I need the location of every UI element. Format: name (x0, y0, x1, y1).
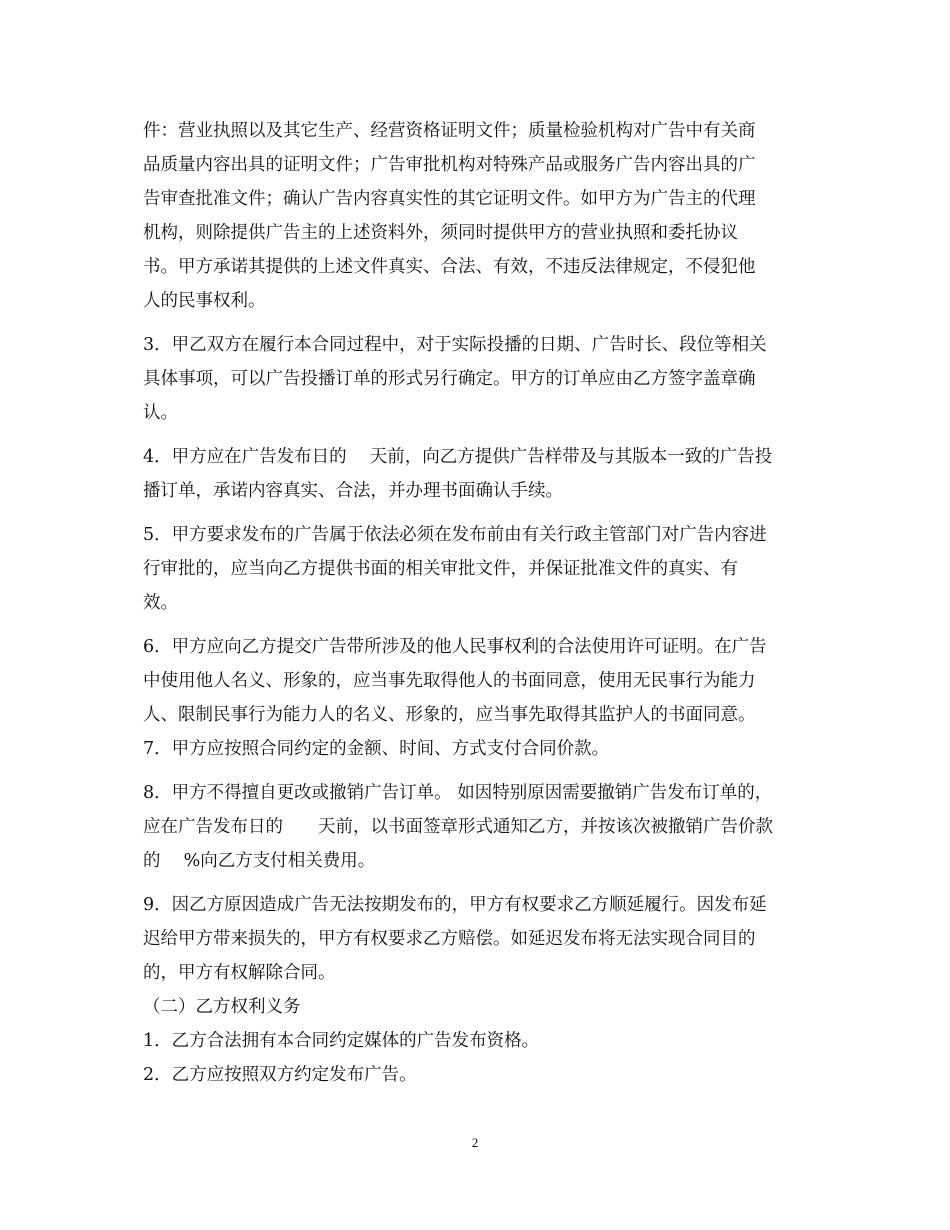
text-line: 件：营业执照以及其它生产、经营资格证明文件；质量检验机构对广告中有关商 (143, 121, 756, 141)
text-line: 人的民事权利。 (143, 291, 266, 311)
text-line: 认。 (143, 403, 178, 423)
text-line: 的，甲方有权解除合同。 (143, 963, 336, 983)
text-line: 应在广告发布日的 天前，以书面签章形式通知乙方，并按该次被撤销广告价款 (143, 817, 773, 837)
text-line: 中使用他人名义、形象的，应当事先取得他人的书面同意，使用无民事行为能力 (143, 671, 756, 691)
text-line: 行审批的，应当向乙方提供书面的相关审批文件，并保证批准文件的真实、有 (143, 559, 738, 579)
text-line: 5．甲方要求发布的广告属于依法必须在发布前由有关行政主管部门对广告内容进 (143, 525, 767, 545)
text-line: 3．甲乙双方在履行本合同过程中，对于实际投播的日期、广告时长、段位等相关 (143, 335, 767, 355)
text-line: 6．甲方应向乙方提交广告带所涉及的他人民事权利的合法使用许可证明。在广告 (143, 637, 767, 657)
text-line: 2．乙方应按照双方约定发布广告。 (143, 1065, 417, 1085)
text-line: 的 %向乙方支付相关费用。 (143, 851, 376, 871)
text-line: 迟给甲方带来损失的，甲方有权要求乙方赔偿。如延迟发布将无法实现合同目的 (143, 929, 756, 949)
text-line: 1．乙方合法拥有本合同约定媒体的广告发布资格。 (143, 1031, 540, 1051)
text-line: 告审查批准文件；确认广告内容真实性的其它证明文件。如甲方为广告主的代理 (143, 189, 756, 209)
page-number: 2 (471, 1135, 479, 1150)
section-heading: （二）乙方权利义务 (143, 997, 301, 1017)
text-line: 4．甲方应在广告发布日的 天前，向乙方提供广告样带及与其版本一致的广告投 (143, 447, 773, 467)
text-line: 播订单，承诺内容真实、合法，并办理书面确认手续。 (143, 481, 563, 501)
text-line: 具体事项，可以广告投播订单的形式另行确定。甲方的订单应由乙方签字盖章确 (143, 369, 756, 389)
text-line: 7．甲方应按照合同约定的金额、时间、方式支付合同价款。 (143, 739, 610, 759)
text-line: 机构，则除提供广告主的上述资料外，须同时提供甲方的营业执照和委托协议 (143, 223, 738, 243)
text-line: 书。甲方承诺其提供的上述文件真实、合法、有效，不违反法律规定，不侵犯他 (143, 257, 756, 277)
text-line: 8．甲方不得擅自更改或撤销广告订单。 如因特别原因需要撤销广告发布订单的， (143, 783, 773, 803)
text-line: 效。 (143, 593, 178, 613)
text-line: 9．因乙方原因造成广告无法按期发布的，甲方有权要求乙方顺延履行。因发布延 (143, 895, 767, 915)
text-line: 品质量内容出具的证明文件；广告审批机构对特殊产品或服务广告内容出具的广 (143, 155, 756, 175)
text-line: 人、限制民事行为能力人的名义、形象的，应当事先取得其监护人的书面同意。 (143, 705, 756, 725)
